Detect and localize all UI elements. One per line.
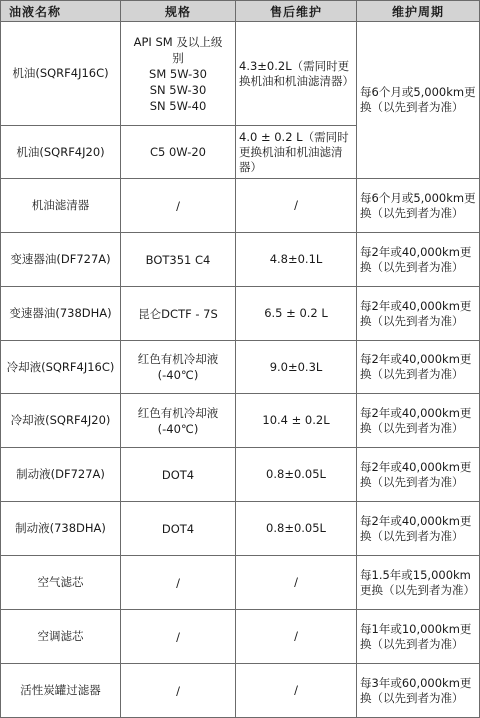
spec-line: SM 5W-30 (149, 66, 207, 81)
header-name: 油液名称 (1, 1, 121, 22)
table-row (1, 179, 480, 233)
fluid-name: 空调滤芯 (1, 610, 121, 664)
fluid-period: 每6个月或5,000km更换（以先到者为准） (357, 179, 480, 233)
fluid-spec (121, 394, 236, 448)
fluid-maintenance: 0.8±0.05L (236, 502, 357, 556)
fluid-spec (121, 448, 236, 502)
spec-line: 昆仑DCTF - 7S (138, 306, 218, 321)
fluid-period: 每1.5年或15,000km更换（以先到者为准） (357, 556, 480, 610)
fluid-spec (121, 610, 236, 664)
fluid-maintenance: 4.0 ± 0.2 L（需同时更换机油和机油滤清器） (236, 126, 357, 179)
fluid-maintenance: / (236, 610, 357, 664)
fluid-maintenance: 4.3±0.2L（需同时更换机油和机油滤清器） (236, 22, 357, 126)
spec-line: / (176, 683, 180, 698)
table-row (1, 556, 480, 610)
fluid-spec (121, 22, 236, 126)
fluid-name: 空气滤芯 (1, 556, 121, 610)
fluid-name: 制动液(738DHA) (1, 502, 121, 556)
spec-line: 红色有机冷却液(-40℃) (137, 405, 219, 436)
fluid-name: 制动液(DF727A) (1, 448, 121, 502)
fluid-period: 每3年或60,000km更换（以先到者为准） (357, 664, 480, 718)
table-row (1, 22, 480, 126)
table-row (1, 341, 480, 394)
fluid-spec (121, 664, 236, 718)
fluid-name: 冷却液(SQRF4J20) (1, 394, 121, 448)
fluid-spec (121, 233, 236, 287)
fluid-spec (121, 179, 236, 233)
fluid-maintenance: / (236, 556, 357, 610)
table-row (1, 448, 480, 502)
spec-line: / (176, 575, 180, 590)
fluid-period: 每2年或40,000km更换（以先到者为准） (357, 341, 480, 394)
header-spec: 规格 (121, 1, 236, 22)
fluid-maintenance: / (236, 664, 357, 718)
table-row (1, 502, 480, 556)
spec-line: C5 0W-20 (149, 145, 206, 159)
spec-line: SN 5W-30 (149, 82, 207, 97)
table-row (1, 287, 480, 341)
header-maintenance: 售后维护 (236, 1, 357, 22)
spec-line: / (176, 629, 180, 644)
fluid-period: 每2年或40,000km更换（以先到者为准） (357, 394, 480, 448)
fluid-maintenance: 0.8±0.05L (236, 448, 357, 502)
fluid-period: 每2年或40,000km更换（以先到者为准） (357, 233, 480, 287)
fluid-spec (121, 556, 236, 610)
spec-line: DOT4 (161, 521, 195, 536)
fluid-spec (121, 287, 236, 341)
spec-line: BOT351 C4 (145, 252, 211, 267)
fluid-spec (121, 341, 236, 394)
spec-line: SN 5W-40 (149, 98, 207, 113)
table-row (1, 610, 480, 664)
fluid-name: 冷却液(SQRF4J16C) (1, 341, 121, 394)
fluid-maintenance: / (236, 179, 357, 233)
fluid-name: 机油(SQRF4J20) (1, 126, 121, 179)
fluid-period: 每2年或40,000km更换（以先到者为准） (357, 287, 480, 341)
spec-line: 红色有机冷却液(-40℃) (137, 352, 219, 382)
fluid-name: 活性炭罐过滤器 (1, 664, 121, 718)
fluid-name: 变速器油(738DHA) (1, 287, 121, 341)
fluid-maintenance: 6.5 ± 0.2 L (236, 287, 357, 341)
fluid-maintenance: 10.4 ± 0.2L (236, 394, 357, 448)
fluid-name: 机油滤清器 (1, 179, 121, 233)
fluid-period: 每1年或10,000km更换（以先到者为准） (357, 610, 480, 664)
table-row (1, 664, 480, 718)
header-period: 维护周期 (357, 1, 480, 22)
fluid-maintenance: 9.0±0.3L (236, 341, 357, 394)
fluid-period: 每2年或40,000km更换（以先到者为准） (357, 448, 480, 502)
fluid-name: 机油(SQRF4J16C) (1, 22, 121, 126)
fluid-spec (121, 502, 236, 556)
spec-line: API SM 及以上级别 (133, 34, 223, 65)
table-row (1, 233, 480, 287)
fluid-period: 每2年或40,000km更换（以先到者为准） (357, 502, 480, 556)
fluid-period: 每6个月或5,000km更换（以先到者为准） (357, 22, 480, 179)
table-row (1, 394, 480, 448)
spec-line: / (176, 198, 180, 213)
fluid-maintenance: 4.8±0.1L (236, 233, 357, 287)
fluid-name: 变速器油(DF727A) (1, 233, 121, 287)
header-row (1, 1, 480, 22)
spec-line: DOT4 (161, 467, 195, 482)
fluid-spec (121, 126, 236, 179)
